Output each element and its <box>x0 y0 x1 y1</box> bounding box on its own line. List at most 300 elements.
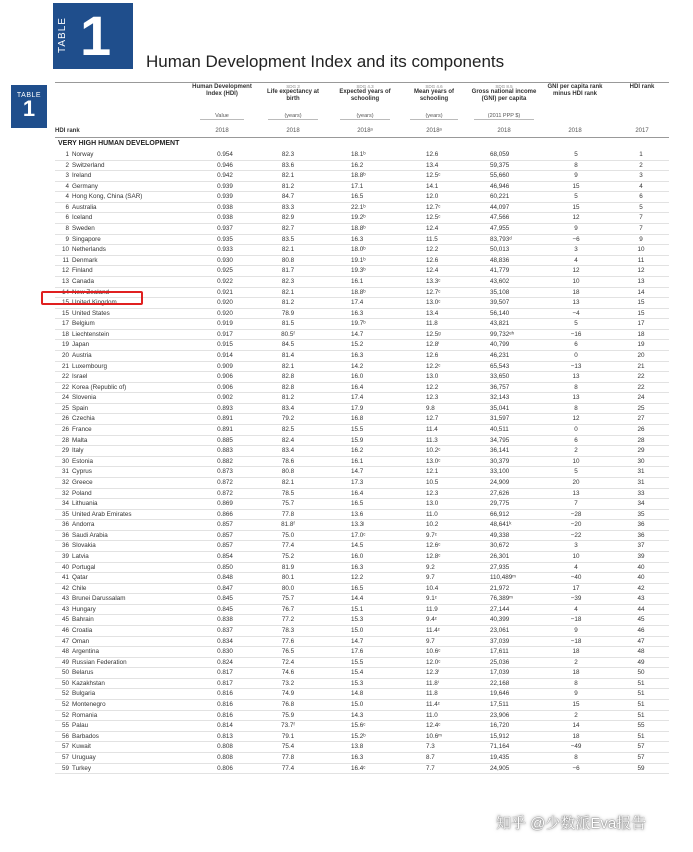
hdi-rank: 59 <box>61 764 69 772</box>
hdi-rank-2017: 17 <box>637 320 645 328</box>
life-expectancy: 78.5 <box>281 489 295 497</box>
country-name: Portugal <box>72 563 96 571</box>
hdi-rank-2017: 47 <box>637 637 645 645</box>
gni-rank-minus-hdi-rank: 6 <box>574 341 578 349</box>
hdi-rank-2017: 24 <box>637 394 645 402</box>
hdi-value: 0.906 <box>217 373 233 381</box>
hdi-rank: 21 <box>61 362 69 370</box>
table-row <box>55 150 669 161</box>
life-expectancy: 77.2 <box>281 616 295 624</box>
expected-schooling: 15.5 <box>351 658 364 666</box>
hdi-rank-2017: 59 <box>637 764 645 772</box>
table-badge-number: 1 <box>80 4 112 67</box>
hdi-rank: 6 <box>65 214 69 222</box>
unit-hdi: Value <box>200 113 244 120</box>
table-row <box>55 383 669 394</box>
expected-schooling: 13.8 <box>351 743 364 751</box>
mean-schooling: 11.3 <box>426 436 438 444</box>
mean-schooling: 12.5ᶜ <box>426 172 441 180</box>
hdi-rank-2017: 4 <box>639 182 643 190</box>
gni-rank-minus-hdi-rank: 4 <box>574 256 578 264</box>
gni-rank-minus-hdi-rank: 4 <box>574 605 578 613</box>
mean-schooling: 10.6ᵐ <box>426 732 442 740</box>
expected-schooling: 15.9 <box>351 436 364 444</box>
expected-schooling: 14.5 <box>351 542 364 550</box>
expected-schooling: 17.3 <box>351 478 364 486</box>
hdi-value: 0.872 <box>217 489 233 497</box>
expected-schooling: 16.3 <box>351 351 364 359</box>
table-row <box>55 753 669 764</box>
mean-schooling: 12.6 <box>426 256 439 264</box>
hdi-rank: 10 <box>61 246 69 254</box>
hdi-rank-2017: 14 <box>637 288 645 296</box>
hdi-rank: 14 <box>61 288 69 296</box>
table-row <box>55 626 669 637</box>
country-name: Montenegro <box>72 701 106 709</box>
table-row <box>55 732 669 743</box>
gni-per-capita: 19,646 <box>490 690 510 698</box>
table-row <box>55 256 669 267</box>
country-name: Denmark <box>72 256 98 264</box>
table-row <box>55 573 669 584</box>
hdi-rank: 32 <box>61 489 69 497</box>
table-row <box>55 425 669 436</box>
life-expectancy: 82.3 <box>281 277 295 285</box>
hdi-rank: 52 <box>61 690 69 698</box>
hdi-rank-2017: 20 <box>637 351 645 359</box>
hdi-rank-2017: 29 <box>637 447 645 455</box>
hdi-value: 0.935 <box>217 235 233 243</box>
hdi-rank: 18 <box>61 330 69 338</box>
expected-schooling: 19.2ᵇ <box>351 214 366 222</box>
hdi-value: 0.850 <box>217 563 233 571</box>
table-row <box>55 288 669 299</box>
country-name: Romania <box>72 711 98 719</box>
hdi-rank-2017: 9 <box>639 235 643 243</box>
hdi-rank-2017: 15 <box>637 309 645 317</box>
table-row <box>55 615 669 626</box>
gni-rank-minus-hdi-rank: 12 <box>572 267 580 275</box>
expected-schooling: 16.4 <box>351 383 364 391</box>
gni-per-capita: 23,061 <box>490 627 510 635</box>
gni-rank-minus-hdi-rank: 20 <box>572 478 580 486</box>
hdi-value: 0.933 <box>217 246 233 254</box>
gni-rank-minus-hdi-rank: 0 <box>574 426 578 434</box>
gni-per-capita: 17,611 <box>490 648 509 656</box>
hdi-rank-2017: 18 <box>637 330 645 338</box>
gni-rank-minus-hdi-rank: −49 <box>570 743 582 751</box>
gni-rank-minus-hdi-rank: 8 <box>574 753 578 761</box>
life-expectancy: 84.7 <box>281 193 295 201</box>
column-header-life <box>262 84 324 103</box>
hdi-value: 0.817 <box>217 669 233 677</box>
hdi-rank: 1 <box>65 151 69 158</box>
table-row <box>55 340 669 351</box>
table-row <box>55 161 669 172</box>
country-name: Luxembourg <box>72 362 108 370</box>
hdi-value: 0.919 <box>217 320 233 328</box>
life-expectancy: 81.4 <box>281 351 295 359</box>
hdi-value: 0.866 <box>217 510 233 518</box>
table-row <box>55 764 669 775</box>
gni-rank-minus-hdi-rank: 5 <box>574 193 578 201</box>
country-name: Oman <box>72 637 90 645</box>
mean-schooling: 12.5ᶜ <box>426 214 441 222</box>
column-header-gni-rank-diff <box>544 84 606 98</box>
mean-schooling: 12.3 <box>426 394 439 402</box>
hdi-rank-2017: 25 <box>637 404 645 412</box>
expected-schooling: 15.5 <box>351 426 364 434</box>
expected-schooling: 16.3 <box>351 309 364 317</box>
life-expectancy: 83.5 <box>281 235 295 243</box>
life-expectancy: 82.9 <box>281 214 295 222</box>
mean-schooling: 13.4 <box>426 161 439 169</box>
gni-per-capita: 35,108 <box>490 288 510 296</box>
table-row <box>55 330 669 341</box>
hdi-rank: 4 <box>65 182 69 190</box>
expected-schooling: 17.4 <box>351 394 364 402</box>
gni-per-capita: 16,720 <box>490 722 510 730</box>
country-name: Palau <box>72 722 89 730</box>
expected-schooling: 14.7 <box>351 330 364 338</box>
hdi-rank-2017: 44 <box>637 605 645 613</box>
mean-schooling: 9.7ᶜ <box>426 531 437 539</box>
life-expectancy: 78.6 <box>281 457 295 465</box>
hdi-rank: 26 <box>61 426 69 434</box>
table-row <box>55 584 669 595</box>
life-expectancy: 77.6 <box>281 637 295 645</box>
hdi-value: 0.893 <box>217 404 233 412</box>
unit-life: (years) <box>268 113 318 120</box>
table-row <box>55 414 669 425</box>
table-row <box>55 499 669 510</box>
country-name: Malta <box>72 436 88 444</box>
table-row <box>55 351 669 362</box>
hdi-value: 0.921 <box>217 288 233 296</box>
mean-schooling: 11.8ⁱ <box>426 679 439 687</box>
gni-rank-minus-hdi-rank: 2 <box>574 711 578 719</box>
country-name: Ireland <box>72 172 92 180</box>
gni-rank-minus-hdi-rank: 9 <box>574 225 578 233</box>
mean-schooling: 12.0 <box>426 193 439 201</box>
hdi-rank: 25 <box>61 404 69 412</box>
gni-rank-minus-hdi-rank: 3 <box>574 246 578 254</box>
hdi-rank-2017: 6 <box>639 193 643 201</box>
expected-schooling: 17.1 <box>351 182 364 190</box>
hdi-rank: 36 <box>61 531 69 539</box>
gni-per-capita: 34,795 <box>490 436 510 444</box>
mean-schooling: 10.5 <box>426 478 439 486</box>
expected-schooling: 18.8ᵇ <box>351 225 366 233</box>
table-row <box>55 182 669 193</box>
mean-schooling: 12.4 <box>426 225 439 233</box>
table-row <box>55 605 669 616</box>
table-row <box>55 467 669 478</box>
table-row <box>55 277 669 288</box>
mean-schooling: 10.4 <box>426 584 439 592</box>
table-row <box>55 668 669 679</box>
mean-schooling: 8.7 <box>426 753 435 761</box>
mean-schooling: 11.4ᶜ <box>426 627 441 635</box>
mean-schooling: 9.7 <box>426 574 435 582</box>
gni-per-capita: 50,013 <box>490 246 510 254</box>
hdi-rank-2017: 45 <box>637 616 645 624</box>
mean-schooling: 9.4ᶜ <box>426 616 437 624</box>
hdi-rank: 55 <box>61 722 69 730</box>
table-row <box>55 393 669 404</box>
hdi-rank-2017: 51 <box>637 732 645 740</box>
country-name: Lithuania <box>72 500 98 508</box>
hdi-value: 0.873 <box>217 468 233 476</box>
hdi-rank-2017: 34 <box>637 500 645 508</box>
hdi-rank-2017: 7 <box>639 214 643 222</box>
gni-per-capita: 47,955 <box>490 225 510 233</box>
life-expectancy: 78.9 <box>281 309 295 317</box>
country-name: Chile <box>72 584 87 592</box>
table-row <box>55 266 669 277</box>
table-row <box>55 436 669 447</box>
gni-rank-minus-hdi-rank: 5 <box>574 468 578 476</box>
hdi-rank-2017: 31 <box>637 478 645 486</box>
country-name: Iceland <box>72 214 93 222</box>
hdi-rank: 6 <box>65 203 69 211</box>
country-name: Croatia <box>72 627 93 635</box>
mean-schooling: 12.8ⁱ <box>426 341 440 349</box>
hdi-rank: 8 <box>65 225 69 233</box>
life-expectancy: 82.1 <box>281 478 295 486</box>
table-row <box>55 531 669 542</box>
gni-per-capita: 47,566 <box>490 214 510 222</box>
mean-schooling: 10.2 <box>426 521 439 529</box>
gni-per-capita: 41,779 <box>490 267 510 275</box>
gni-per-capita: 31,597 <box>490 415 510 423</box>
highlight-box <box>41 291 143 305</box>
hdi-rank-2017: 57 <box>637 743 645 751</box>
hdi-value: 0.808 <box>217 743 233 751</box>
column-sdg: SDG 3 <box>286 84 300 89</box>
life-expectancy: 76.8 <box>281 701 295 709</box>
gni-rank-minus-hdi-rank: 4 <box>574 563 578 571</box>
gni-rank-minus-hdi-rank: −13 <box>570 362 582 370</box>
mean-schooling: 12.7ᶜ <box>426 288 441 296</box>
mean-schooling: 12.5ᵍ <box>426 330 441 338</box>
gni-per-capita: 48,641ᵏ <box>490 521 512 529</box>
mean-schooling: 12.3ⁱ <box>426 669 440 677</box>
table-row <box>55 235 669 246</box>
gni-rank-minus-hdi-rank: 12 <box>572 415 580 423</box>
life-expectancy: 81.2 <box>281 394 295 402</box>
expected-schooling: 18.0ᵇ <box>351 246 366 254</box>
mean-schooling: 12.6ᶜ <box>426 542 441 550</box>
column-sdg: SDG 4.6 <box>425 84 443 89</box>
gni-per-capita: 46,231 <box>490 351 510 359</box>
hdi-value: 0.813 <box>217 732 233 740</box>
group-label: VERY HIGH HUMAN DEVELOPMENT <box>58 140 180 147</box>
hdi-rank-2017: 40 <box>637 563 645 571</box>
header-rule <box>55 82 669 83</box>
gni-per-capita: 46,946 <box>490 182 510 190</box>
hdi-rank: 49 <box>61 658 69 666</box>
country-name: Netherlands <box>72 246 106 254</box>
hdi-rank: 19 <box>61 341 69 349</box>
mean-schooling: 9.1ᶜ <box>426 595 437 603</box>
life-expectancy: 79.1 <box>281 732 295 740</box>
mean-schooling: 12.2 <box>426 383 439 391</box>
life-expectancy: 74.6 <box>281 669 295 677</box>
gni-per-capita: 83,793ᵈ <box>490 235 512 243</box>
gni-rank-minus-hdi-rank: −40 <box>570 574 582 582</box>
life-expectancy: 73.2 <box>281 679 295 687</box>
country-name: Slovakia <box>72 542 96 550</box>
hdi-value: 0.816 <box>217 711 233 719</box>
gni-rank-minus-hdi-rank: −16 <box>570 330 582 338</box>
gni-rank-minus-hdi-rank: 7 <box>574 500 578 508</box>
hdi-rank: 56 <box>61 732 69 740</box>
hdi-value: 0.939 <box>217 193 233 201</box>
life-expectancy: 82.5 <box>281 426 295 434</box>
hdi-value: 0.891 <box>217 415 233 423</box>
expected-schooling: 15.0 <box>351 701 364 709</box>
mean-schooling: 12.3 <box>426 489 439 497</box>
hdi-rank-2017: 50 <box>637 669 645 677</box>
life-expectancy: 83.4 <box>281 447 295 455</box>
gni-rank-minus-hdi-rank: 10 <box>572 552 580 560</box>
hdi-rank: 39 <box>61 552 69 560</box>
gni-rank-minus-hdi-rank: 10 <box>572 457 580 465</box>
table-row <box>55 478 669 489</box>
table-row <box>55 658 669 669</box>
hdi-value: 0.845 <box>217 605 233 613</box>
hdi-value: 0.882 <box>217 457 233 465</box>
hdi-rank-2017: 3 <box>639 172 643 180</box>
hdi-rank: 4 <box>65 193 69 201</box>
mean-schooling: 9.2 <box>426 563 435 571</box>
expected-schooling: 19.3ᵇ <box>351 267 366 275</box>
gni-rank-minus-hdi-rank: 18 <box>572 648 580 656</box>
country-name: Uruguay <box>72 753 96 761</box>
gni-rank-minus-hdi-rank: 13 <box>572 489 580 497</box>
mean-schooling: 12.8ᶜ <box>426 552 441 560</box>
life-expectancy: 75.7 <box>281 500 295 508</box>
expected-schooling: 14.3 <box>351 711 364 719</box>
year-expected: 2018ᵃ <box>357 128 373 134</box>
hdi-rank: 50 <box>61 669 69 677</box>
hdi-value: 0.891 <box>217 426 233 434</box>
hdi-rank-2017: 21 <box>637 362 645 370</box>
life-expectancy: 82.8 <box>281 383 295 391</box>
gni-rank-minus-hdi-rank: 12 <box>572 214 580 222</box>
expected-schooling: 16.2 <box>351 161 364 169</box>
hdi-rank-2017: 36 <box>637 521 645 529</box>
hdi-rank-2017: 51 <box>637 679 645 687</box>
hdi-rank-2017: 28 <box>637 436 645 444</box>
gni-rank-minus-hdi-rank: 10 <box>572 277 580 285</box>
expected-schooling: 16.1 <box>351 277 364 285</box>
mean-schooling: 12.7ᶜ <box>426 203 441 211</box>
table-row <box>55 520 669 531</box>
hdi-rank: 52 <box>61 701 69 709</box>
mean-schooling: 11.4ᶜ <box>426 701 441 709</box>
gni-per-capita: 27,626 <box>490 489 510 497</box>
country-name: Hong Kong, China (SAR) <box>72 193 143 201</box>
expected-schooling: 18.8ᵇ <box>351 172 366 180</box>
country-name: Israel <box>72 373 88 381</box>
hdi-value: 0.806 <box>217 764 233 772</box>
hdi-rank: 12 <box>61 267 69 275</box>
life-expectancy: 77.8 <box>281 753 295 761</box>
gni-per-capita: 27,144 <box>490 605 510 613</box>
table-body <box>55 150 669 774</box>
gni-per-capita: 56,140 <box>490 309 510 317</box>
hdi-rank-2017: 35 <box>637 510 645 518</box>
country-name: Andorra <box>72 521 95 529</box>
expected-schooling: 18.1ᵇ <box>351 151 366 158</box>
hdi-rank: 48 <box>61 648 69 656</box>
hdi-rank: 22 <box>61 383 69 391</box>
mean-schooling: 14.1 <box>426 182 439 190</box>
gni-rank-minus-hdi-rank: 3 <box>574 542 578 550</box>
gni-rank-minus-hdi-rank: 13 <box>572 373 580 381</box>
mean-schooling: 13.0ᶜ <box>426 457 441 465</box>
column-header-hdi <box>188 84 256 98</box>
gni-rank-minus-hdi-rank: 8 <box>574 161 578 169</box>
mean-schooling: 13.4 <box>426 309 439 317</box>
hdi-rank-2017: 13 <box>637 277 645 285</box>
year-life: 2018 <box>286 128 300 134</box>
table-row <box>55 319 669 330</box>
year-mean: 2018ᵃ <box>426 128 442 134</box>
hdi-value: 0.917 <box>217 330 233 338</box>
life-expectancy: 77.4 <box>281 542 295 550</box>
life-expectancy: 82.1 <box>281 288 295 296</box>
country-name: Kuwait <box>72 743 91 751</box>
hdi-rank-2017: 26 <box>637 426 645 434</box>
gni-per-capita: 44,097 <box>490 203 510 211</box>
table-row <box>55 213 669 224</box>
mean-schooling: 12.1 <box>426 468 439 476</box>
hdi-value: 0.869 <box>217 500 233 508</box>
table-row <box>55 362 669 373</box>
gni-per-capita: 23,906 <box>490 711 510 719</box>
hdi-value: 0.906 <box>217 383 233 391</box>
country-name: Bahrain <box>72 616 94 624</box>
expected-schooling: 12.2 <box>351 574 364 582</box>
expected-schooling: 16.3 <box>351 753 364 761</box>
hdi-rank: 45 <box>61 616 69 624</box>
mean-schooling: 13.3ᶜ <box>426 277 441 285</box>
country-name: United Arab Emirates <box>72 510 132 518</box>
gni-rank-minus-hdi-rank: −18 <box>570 637 582 645</box>
hdi-value: 0.925 <box>217 267 233 275</box>
table-row <box>55 563 669 574</box>
table-row <box>55 510 669 521</box>
life-expectancy: 82.7 <box>281 225 295 233</box>
country-name: Australia <box>72 203 97 211</box>
country-name: Belgium <box>72 320 95 328</box>
hdi-value: 0.922 <box>217 277 233 285</box>
gni-rank-minus-hdi-rank: 2 <box>574 658 578 666</box>
life-expectancy: 83.3 <box>281 203 295 211</box>
expected-schooling: 18.8ᵇ <box>351 288 366 296</box>
gni-rank-minus-hdi-rank: 15 <box>572 203 580 211</box>
gni-per-capita: 36,757 <box>490 383 510 391</box>
country-name: Singapore <box>72 235 101 243</box>
side-badge-number: 1 <box>22 96 36 121</box>
hdi-rank: 32 <box>61 478 69 486</box>
table-row <box>55 637 669 648</box>
hdi-value: 0.942 <box>217 172 233 180</box>
hdi-rank-2017: 5 <box>639 203 643 211</box>
